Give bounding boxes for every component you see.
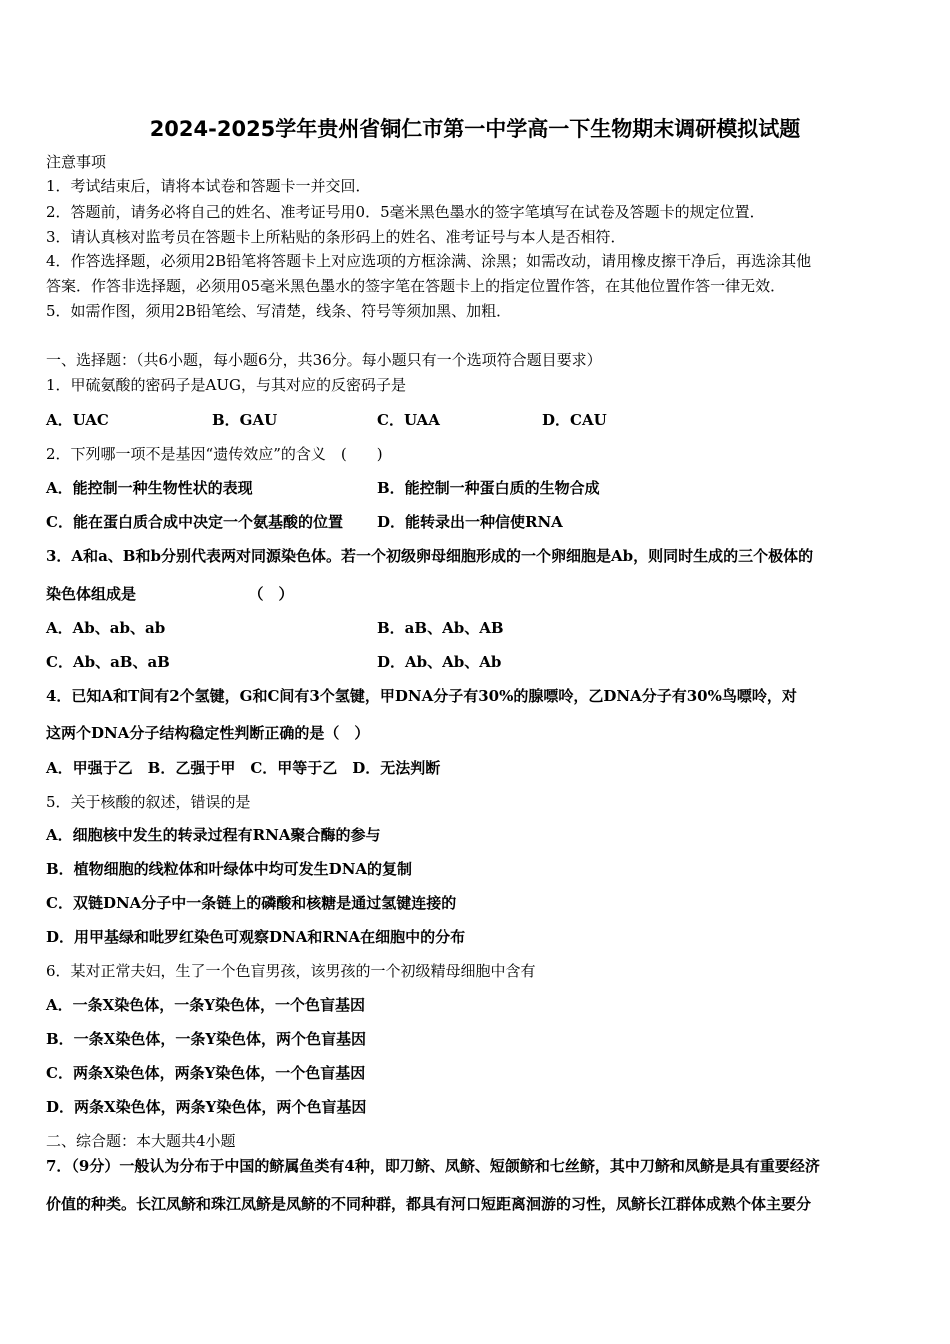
notice-item: 2．答题前，请务必将自己的姓名、准考证号用0．5毫米黑色墨水的签字笔填写在试卷及答题卡的规定位置． (46, 203, 765, 221)
section-heading: 二、综合题：本大题共4小题 (46, 1132, 236, 1150)
notice-heading: 注意事项 (46, 153, 107, 171)
option: C．能在蛋白质合成中决定一个氨基酸的位置 (46, 513, 343, 531)
question-stem: 6．某对正常夫妇，生了一个色盲男孩，该男孩的一个初级精母细胞中含有 (46, 962, 536, 980)
options: A．甲强于乙 B．乙强于甲 C．甲等于乙 D．无法判断 (46, 759, 441, 777)
option: D．能转录出一种信使RNA (377, 513, 563, 531)
option: B．能控制一种蛋白质的生物合成 (377, 479, 600, 497)
question-stem: 2．下列哪一项不是基因“遗传效应”的含义 ( ) (46, 445, 383, 463)
option: C．Ab、aB、aB (46, 653, 170, 671)
option: D．Ab、Ab、Ab (377, 653, 502, 671)
option: A．UAC (46, 411, 109, 429)
notice-item: 3．请认真核对监考员在答题卡上所粘贴的条形码上的姓名、准考证号与本人是否相符． (46, 228, 626, 246)
question-stem: 3．A和a、B和b分别代表两对同源染色体。若一个初级卵母细胞形成的一个卵细胞是Ab，则同时生成的三个极体的 (46, 547, 814, 565)
question-stem: 4．已知A和T间有2个氢键，G和C间有3个氢键，甲DNA分子有30%的腺嘌呤，乙DNA分子有30%鸟嘌呤，对 (46, 687, 797, 705)
option: D．两条X染色体，两条Y染色体，两个色盲基因 (46, 1098, 367, 1116)
question-stem: 7．（9分）一般认为分布于中国的鲚属鱼类有4种，即刀鲚、凤鲚、短颌鲚和七丝鲚，其中刀鲚和凤鲚是具有重要经济 (46, 1157, 820, 1175)
notice-item: 答案．作答非选择题，必须用05毫米黑色墨水的签字笔在答题卡上的指定位置作答，在其他位置作答一律无效． (46, 277, 786, 295)
option: C．UAA (377, 411, 440, 429)
notice-item: 4．作答选择题，必须用2B铅笔将答题卡上对应选项的方框涂满、涂黑；如需改动，请用橡皮擦干净后，再选涂其他 (46, 252, 812, 270)
option: A．Ab、ab、ab (46, 619, 166, 637)
option: A．一条X染色体，一条Y染色体，一个色盲基因 (46, 996, 365, 1014)
question-stem: 1．甲硫氨酸的密码子是AUG，与其对应的反密码子是 (46, 376, 407, 394)
question-stem: 染色体组成是 （ ） (46, 585, 294, 603)
option: A．能控制一种生物性状的表现 (46, 479, 253, 497)
notice-item: 5．如需作图，须用2B铅笔绘、写清楚，线条、符号等须加黑、加粗． (46, 302, 512, 320)
notice-item: 1．考试结束后，请将本试卷和答题卡一并交回． (46, 177, 371, 195)
option: B．GAU (212, 411, 278, 429)
section-heading: 一、选择题：（共6小题，每小题6分，共36分。每小题只有一个选项符合题目要求） (46, 351, 602, 369)
page-title: 2024-2025学年贵州省铜仁市第一中学高一下生物期末调研模拟试题 (149, 117, 801, 141)
option: B．植物细胞的线粒体和叶绿体中均可发生DNA的复制 (46, 860, 413, 878)
question-stem: 5．关于核酸的叙述，错误的是 (46, 793, 251, 811)
option: C．双链DNA分子中一条链上的磷酸和核糖是通过氢键连接的 (46, 894, 457, 912)
option: C．两条X染色体，两条Y染色体，一个色盲基因 (46, 1064, 366, 1082)
option: A．细胞核中发生的转录过程有RNA聚合酶的参与 (46, 826, 381, 844)
option: D．用甲基绿和吡罗红染色可观察DNA和RNA在细胞中的分布 (46, 928, 466, 946)
option: B．一条X染色体，一条Y染色体，两个色盲基因 (46, 1030, 367, 1048)
question-stem: 这两个DNA分子结构稳定性判断正确的是（ ） (46, 724, 370, 742)
option: D．CAU (542, 411, 607, 429)
option: B．aB、Ab、AB (377, 619, 504, 637)
question-stem: 价值的种类。长江凤鲚和珠江凤鲚是凤鲚的不同种群，都具有河口短距离洄游的习性，凤鲚长江群体成熟个体主要分 (46, 1195, 812, 1213)
